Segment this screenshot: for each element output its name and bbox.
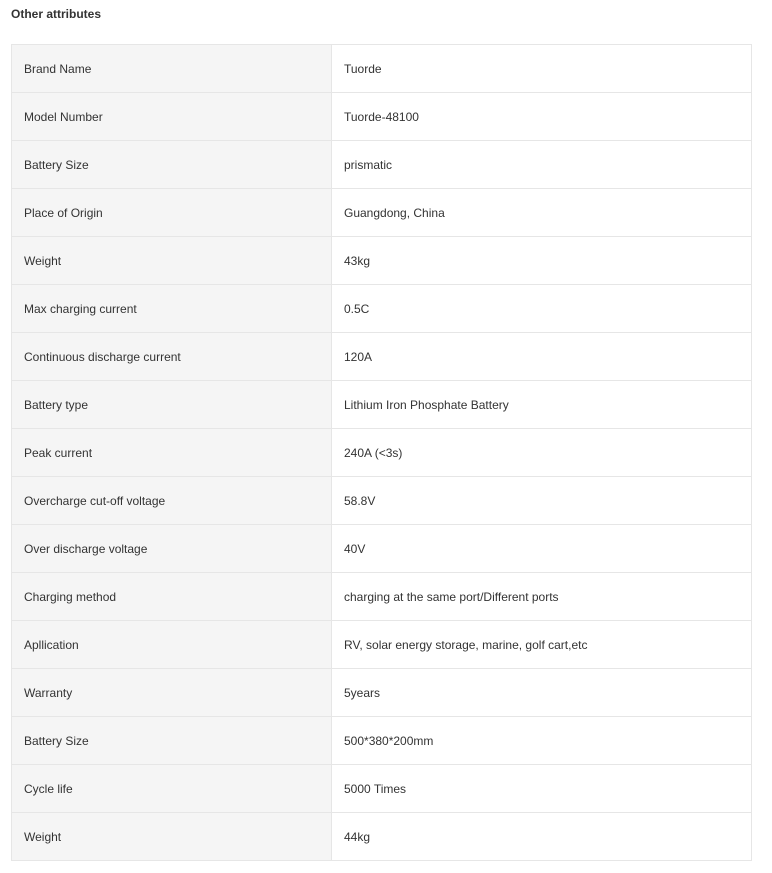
table-row — [12, 765, 752, 813]
attribute-value: 5years — [332, 669, 752, 717]
table-row — [12, 333, 752, 381]
attribute-key: Place of Origin — [12, 189, 332, 237]
section-title: Other attributes — [11, 7, 102, 21]
table-row — [12, 429, 752, 477]
attribute-value: Tuorde-48100 — [332, 93, 752, 141]
attribute-key: Battery Size — [12, 717, 332, 765]
table-row — [12, 141, 752, 189]
attribute-key: Charging method — [12, 573, 332, 621]
attribute-value: 240A (<3s) — [332, 429, 752, 477]
attribute-key: Max charging current — [12, 285, 332, 333]
attribute-value: Lithium Iron Phosphate Battery — [332, 381, 752, 429]
attribute-value: 500*380*200mm — [332, 717, 752, 765]
attribute-value: 58.8V — [332, 477, 752, 525]
table-row — [12, 621, 752, 669]
attribute-key: Brand Name — [12, 45, 332, 93]
attribute-key: Battery Size — [12, 141, 332, 189]
table-row — [12, 669, 752, 717]
attribute-key: Warranty — [12, 669, 332, 717]
attribute-value: charging at the same port/Different ports — [332, 573, 752, 621]
table-row — [12, 93, 752, 141]
attribute-value: RV, solar energy storage, marine, golf cart,etc — [332, 621, 752, 669]
table-row — [12, 285, 752, 333]
attribute-key: Weight — [12, 237, 332, 285]
attribute-value: 5000 Times — [332, 765, 752, 813]
attribute-key: Continuous discharge current — [12, 333, 332, 381]
attribute-value: Tuorde — [332, 45, 752, 93]
attribute-value: 0.5C — [332, 285, 752, 333]
table-row — [12, 477, 752, 525]
table-row — [12, 813, 752, 861]
table-row — [12, 381, 752, 429]
attribute-value: 40V — [332, 525, 752, 573]
attribute-key: Apllication — [12, 621, 332, 669]
attribute-key: Battery type — [12, 381, 332, 429]
attributes-table — [11, 44, 752, 861]
attribute-key: Cycle life — [12, 765, 332, 813]
table-row — [12, 717, 752, 765]
table-row — [12, 573, 752, 621]
table-row — [12, 189, 752, 237]
attribute-value: 44kg — [332, 813, 752, 861]
table-row — [12, 45, 752, 93]
attribute-value: 43kg — [332, 237, 752, 285]
attribute-key: Overcharge cut-off voltage — [12, 477, 332, 525]
attribute-key: Weight — [12, 813, 332, 861]
attribute-value: prismatic — [332, 141, 752, 189]
table-row — [12, 525, 752, 573]
attribute-value: 120A — [332, 333, 752, 381]
attribute-key: Peak current — [12, 429, 332, 477]
attribute-key: Over discharge voltage — [12, 525, 332, 573]
table-row — [12, 237, 752, 285]
attribute-key: Model Number — [12, 93, 332, 141]
attribute-value: Guangdong, China — [332, 189, 752, 237]
